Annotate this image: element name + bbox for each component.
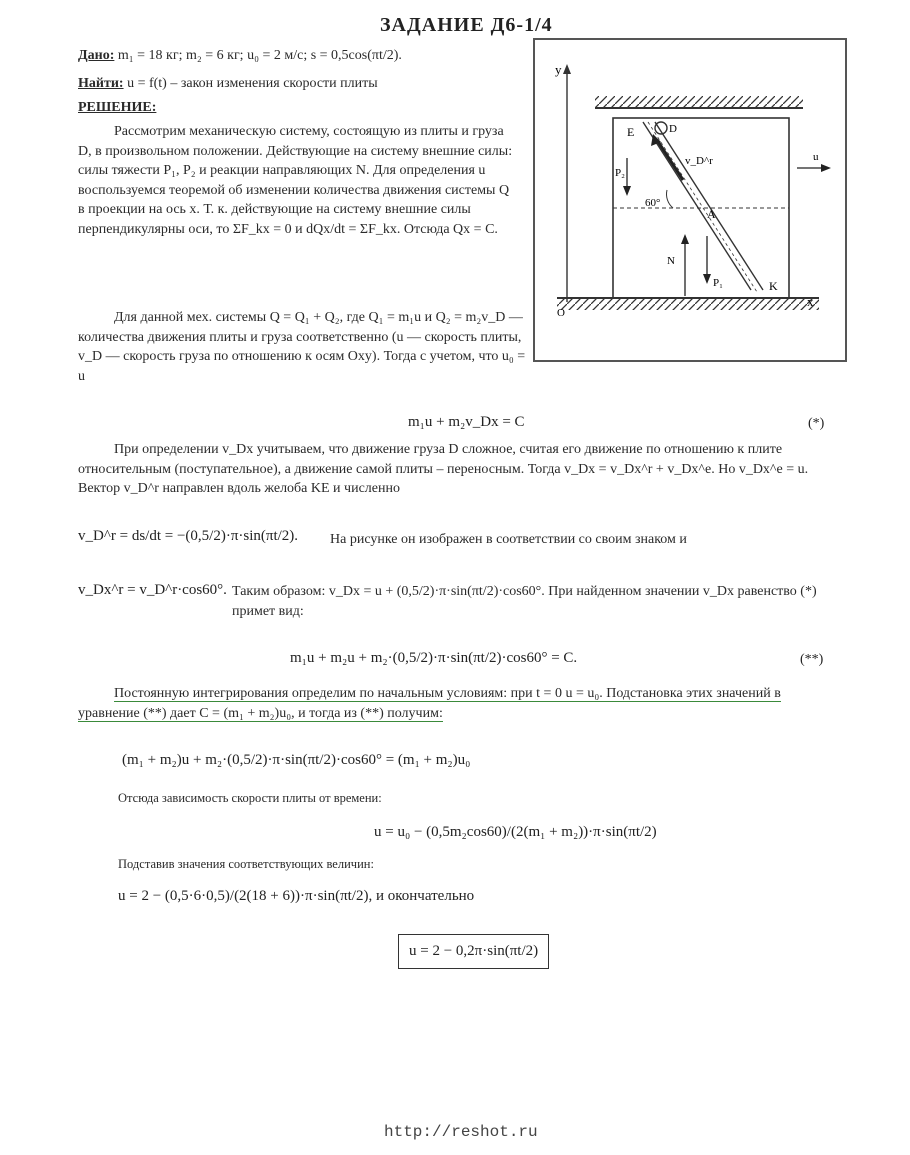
reaction-n-label: N: [667, 255, 675, 267]
formula-2-tag: (**): [800, 652, 824, 667]
weight-p2-arrow-icon: [623, 186, 631, 196]
given-text: m₁ = 18 кг; m₂ = 6 кг; u₀ = 2 м/с; s = 0,5cos(πt/2).: [117, 48, 402, 63]
label-d: D: [669, 123, 677, 135]
angle-label: 60°: [645, 197, 661, 209]
given-label: Дано:: [78, 48, 115, 63]
groove-center: [648, 122, 757, 292]
paragraph-1: Рассмотрим механическую систему, состоящую из плиты и груза D, в произвольном положении. Действующие на систему внешние силы: силы тяжести P₁, P₂ и реакции направляющих N. Для определения u воспользуемся теоремой об изменении количества движения системы Q в проекции на ось x. Т. к. действующие на систему внешние силы перпендикулярны оси, то ΣF_kx = 0 и dQx/dt = ΣF_kx. Отсюда Qx = C.: [78, 124, 513, 237]
paragraph-3b: На рисунке он изображен в соответствии со своим знаком и: [330, 532, 687, 547]
paragraph-3: При определении v_Dx учитываем, что движение груза D сложное, считая его движение по отношению к плите относительным (поступательное), а движение самой плиты – переносным. Тогда v_Dx = v_Dx^r + v_Dx^e. Но v_Dx^e = u. Вектор v_D^r направлен вдоль желоба KE и численно: [78, 442, 809, 496]
label-e: E: [627, 125, 635, 139]
y-axis-arrow-icon: [563, 64, 571, 74]
formula-4: u = u₀ − (0,5m₂cos60)/(2(m₁ + m₂))·π·sin(πt/2): [374, 824, 657, 840]
angle-arc: [667, 190, 673, 208]
weight-p1-arrow-icon: [703, 274, 711, 284]
figure-panel: [533, 38, 847, 362]
mechanism-diagram: [535, 40, 845, 360]
formula-2: m₁u + m₂u + m₂·(0,5/2)·π·sin(πt/2)·cos60° = C.: [290, 650, 578, 666]
formula-5: u = 2 − (0,5·6·0,5)/(2(18 + 6))·π·sin(πt/2), и окончательно: [118, 888, 475, 904]
paragraph-6: Подставив значения соответствующих величин:: [118, 857, 374, 871]
y-axis-label: y: [555, 62, 562, 77]
ceiling-hatch: [595, 96, 803, 107]
plate-velocity-arrow-icon: [821, 164, 831, 172]
formula-1-tag: (*): [808, 416, 825, 431]
paragraph-2: Для данной мех. системы Q = Q₁ + Q₂, где Q₁ = m₁u и Q₂ = m₂v_D — количества движения плиты и груза соответственно (u — скорость плиты, v_D — скорость груза по отношению к осям Oxy). Тогда с учетом, что u₀ = u: [78, 310, 526, 384]
formula-vr: v_D^r = ds/dt = −(0,5/2)·π·sin(πt/2).: [78, 528, 299, 544]
label-a: A: [707, 207, 716, 221]
find-label: Найти:: [78, 76, 124, 91]
paragraph-5: Отсюда зависимость скорости плиты от времени:: [118, 791, 382, 805]
vector-label: v_D^r: [685, 155, 713, 167]
answer-box: u = 2 − 0,2π·sin(πt/2): [398, 934, 549, 969]
find-text: u = f(t) – закон изменения скорости плиты: [127, 76, 378, 91]
paragraph-3c: Таким образом: v_Dx = u + (0,5/2)·π·sin(πt/2)·cos60°. При найденном значении v_Dx равенство (*) примет вид:: [232, 584, 817, 619]
paragraph-4-text: Постоянную интегрирования определим по начальным условиям: при t = 0 u = u₀. Подстановка этих значений в уравнение (**) дает C = (m₁ + m₂)u₀, и тогда из (**) получим:: [78, 686, 781, 721]
weight-p2-label: P₂: [615, 167, 625, 179]
given-line: [78, 48, 402, 64]
formula-1: m₁u + m₂v_Dx = C: [408, 414, 525, 430]
label-k: K: [769, 279, 778, 293]
weight-p1-label: P₁: [713, 277, 723, 289]
reaction-n-arrow-icon: [681, 234, 689, 244]
footer-url: http://reshot.ru: [384, 1123, 538, 1141]
solution-label: РЕШЕНИЕ:: [78, 100, 157, 115]
plate-velocity-label: u: [813, 151, 819, 163]
paragraph-4: [78, 684, 830, 723]
origin-label: O: [557, 307, 565, 319]
page-title: ЗАДАНИЕ Д6-1/4: [380, 14, 553, 36]
formula-3: (m₁ + m₂)u + m₂·(0,5/2)·π·sin(πt/2)·cos60° = (m₁ + m₂)u₀: [122, 752, 471, 768]
ground-hatch: [557, 299, 819, 310]
find-line: [78, 76, 378, 92]
x-axis-label: x: [807, 294, 814, 309]
formula-vrx: v_Dx^r = v_D^r·cos60°.: [78, 582, 227, 598]
